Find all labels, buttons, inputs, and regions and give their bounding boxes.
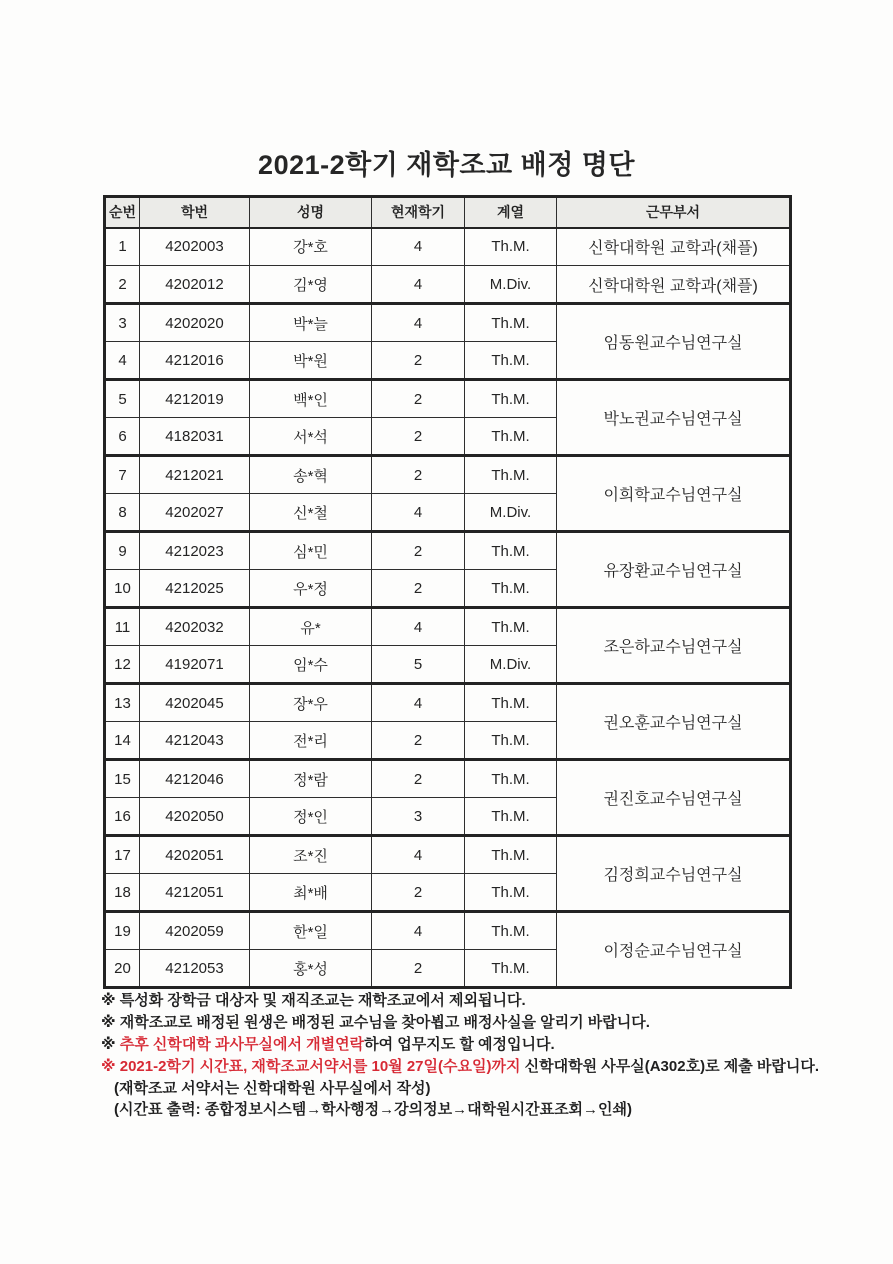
work-department: 유장환교수님연구실 (557, 532, 791, 608)
table-row (105, 380, 791, 418)
current-semester: 4 (372, 266, 465, 304)
student-name: 박*원 (250, 342, 372, 380)
degree-track: Th.M. (465, 380, 557, 418)
table-row (105, 608, 791, 646)
work-department: 조은하교수님연구실 (557, 608, 791, 684)
assignment-table (103, 195, 792, 989)
student-id: 4182031 (140, 418, 250, 456)
current-semester: 2 (372, 532, 465, 570)
footnote-text: ※ (101, 1036, 120, 1053)
footnote-highlight-text: ※ 2021-2학기 시간표, 재학조교서약서를 10월 27일(수요일)까지 (101, 1058, 521, 1075)
row-number: 19 (105, 912, 140, 950)
row-number: 8 (105, 494, 140, 532)
row-number: 16 (105, 798, 140, 836)
footnote-text: (시간표 출력: 종합정보시스템→학사행정→강의정보→대학원시간표조회→인쇄) (114, 1101, 633, 1118)
student-id: 4202051 (140, 836, 250, 874)
student-id: 4202012 (140, 266, 250, 304)
table-row (105, 532, 791, 570)
row-number: 10 (105, 570, 140, 608)
row-number: 6 (105, 418, 140, 456)
footnote-highlight-text: 추후 신학대학 과사무실에서 개별연락 (119, 1036, 365, 1053)
current-semester: 2 (372, 570, 465, 608)
student-name: 장*우 (250, 684, 372, 722)
degree-track: Th.M. (465, 836, 557, 874)
work-department: 권오훈교수님연구실 (557, 684, 791, 760)
column-header-name: 성명 (250, 197, 372, 228)
student-name: 정*람 (250, 760, 372, 798)
row-number: 15 (105, 760, 140, 798)
footnote-text: 신학대학원 사무실(A302호)로 제출 바랍니다. (520, 1058, 819, 1075)
student-id: 4202045 (140, 684, 250, 722)
row-number: 5 (105, 380, 140, 418)
student-name: 김*영 (250, 266, 372, 304)
footnote-3 (101, 1034, 865, 1056)
degree-track: Th.M. (465, 532, 557, 570)
footnote-text: 하여 업무지도 할 예정입니다. (364, 1036, 555, 1053)
student-name: 최*배 (250, 874, 372, 912)
student-name: 강*호 (250, 228, 372, 266)
work-department: 권진호교수님연구실 (557, 760, 791, 836)
student-name: 조*진 (250, 836, 372, 874)
current-semester: 4 (372, 494, 465, 532)
degree-track: Th.M. (465, 342, 557, 380)
current-semester: 4 (372, 684, 465, 722)
work-department: 박노권교수님연구실 (557, 380, 791, 456)
row-number: 3 (105, 304, 140, 342)
current-semester: 5 (372, 646, 465, 684)
student-id: 4202059 (140, 912, 250, 950)
degree-track: Th.M. (465, 722, 557, 760)
student-name: 서*석 (250, 418, 372, 456)
student-name: 박*늘 (250, 304, 372, 342)
work-department: 이정순교수님연구실 (557, 912, 791, 988)
student-name: 심*민 (250, 532, 372, 570)
student-name: 송*혁 (250, 456, 372, 494)
table-row (105, 760, 791, 798)
footnote-text: ※ 재학조교로 배정된 원생은 배정된 교수님을 찾아뵙고 배정사실을 알리기 바랍니다. (101, 1014, 650, 1031)
column-header-department: 근무부서 (557, 197, 791, 228)
student-name: 신*철 (250, 494, 372, 532)
table-row (105, 228, 791, 266)
degree-track: Th.M. (465, 570, 557, 608)
current-semester: 4 (372, 836, 465, 874)
work-department: 김정희교수님연구실 (557, 836, 791, 912)
footnote-6 (101, 1099, 865, 1120)
student-id: 4202003 (140, 228, 250, 266)
table-header (105, 197, 791, 228)
row-number: 9 (105, 532, 140, 570)
student-name: 유* (250, 608, 372, 646)
column-header-student-id: 학번 (140, 197, 250, 228)
degree-track: Th.M. (465, 304, 557, 342)
degree-track: Th.M. (465, 798, 557, 836)
student-id: 4202050 (140, 798, 250, 836)
work-department: 임동원교수님연구실 (557, 304, 791, 380)
student-id: 4212053 (140, 950, 250, 988)
student-id: 4212043 (140, 722, 250, 760)
table-row (105, 304, 791, 342)
degree-track: Th.M. (465, 228, 557, 266)
student-id: 4212021 (140, 456, 250, 494)
current-semester: 2 (372, 342, 465, 380)
footnote-5 (101, 1078, 865, 1099)
row-number: 4 (105, 342, 140, 380)
student-name: 정*인 (250, 798, 372, 836)
student-name: 우*정 (250, 570, 372, 608)
degree-track: Th.M. (465, 684, 557, 722)
degree-track: Th.M. (465, 608, 557, 646)
student-name: 한*일 (250, 912, 372, 950)
degree-track: Th.M. (465, 418, 557, 456)
degree-track: M.Div. (465, 646, 557, 684)
current-semester: 4 (372, 912, 465, 950)
degree-track: Th.M. (465, 874, 557, 912)
current-semester: 2 (372, 722, 465, 760)
column-header-track: 계열 (465, 197, 557, 228)
student-id: 4202020 (140, 304, 250, 342)
work-department: 신학대학원 교학과(채플) (557, 266, 791, 304)
table-row (105, 836, 791, 874)
student-id: 4212019 (140, 380, 250, 418)
row-number: 13 (105, 684, 140, 722)
student-id: 4192071 (140, 646, 250, 684)
column-header-semester: 현재학기 (372, 197, 465, 228)
row-number: 1 (105, 228, 140, 266)
row-number: 2 (105, 266, 140, 304)
work-department: 신학대학원 교학과(채플) (557, 228, 791, 266)
current-semester: 2 (372, 418, 465, 456)
student-id: 4212023 (140, 532, 250, 570)
degree-track: M.Div. (465, 494, 557, 532)
footnote-4 (101, 1056, 865, 1078)
current-semester: 2 (372, 760, 465, 798)
student-name: 백*인 (250, 380, 372, 418)
degree-track: Th.M. (465, 760, 557, 798)
document-title: 2021-2학기 재학조교 배정 명단 (258, 150, 635, 180)
current-semester: 2 (372, 456, 465, 494)
student-id: 4202032 (140, 608, 250, 646)
student-id: 4212051 (140, 874, 250, 912)
student-id: 4212025 (140, 570, 250, 608)
work-department: 이희학교수님연구실 (557, 456, 791, 532)
row-number: 14 (105, 722, 140, 760)
degree-track: Th.M. (465, 912, 557, 950)
current-semester: 2 (372, 874, 465, 912)
current-semester: 2 (372, 950, 465, 988)
row-number: 12 (105, 646, 140, 684)
current-semester: 3 (372, 798, 465, 836)
degree-track: Th.M. (465, 456, 557, 494)
footnote-2 (101, 1012, 865, 1034)
footnote-text: (재학조교 서약서는 신학대학원 사무실에서 작성) (114, 1080, 431, 1097)
current-semester: 4 (372, 228, 465, 266)
column-header-no: 순번 (105, 197, 140, 228)
student-name: 홍*성 (250, 950, 372, 988)
row-number: 20 (105, 950, 140, 988)
row-number: 11 (105, 608, 140, 646)
current-semester: 4 (372, 608, 465, 646)
student-id: 4212016 (140, 342, 250, 380)
degree-track: Th.M. (465, 950, 557, 988)
student-id: 4212046 (140, 760, 250, 798)
student-id: 4202027 (140, 494, 250, 532)
footnote-1 (101, 990, 865, 1012)
table-row (105, 266, 791, 304)
table-row (105, 684, 791, 722)
degree-track: M.Div. (465, 266, 557, 304)
row-number: 7 (105, 456, 140, 494)
table-row (105, 912, 791, 950)
current-semester: 2 (372, 380, 465, 418)
student-name: 전*리 (250, 722, 372, 760)
row-number: 18 (105, 874, 140, 912)
footnotes (101, 990, 865, 1120)
row-number: 17 (105, 836, 140, 874)
table-row (105, 456, 791, 494)
student-name: 임*수 (250, 646, 372, 684)
table-body (105, 228, 791, 988)
footnote-text: ※ 특성화 장학금 대상자 및 재직조교는 재학조교에서 제외됩니다. (101, 992, 526, 1009)
current-semester: 4 (372, 304, 465, 342)
table-header-row (105, 197, 791, 228)
